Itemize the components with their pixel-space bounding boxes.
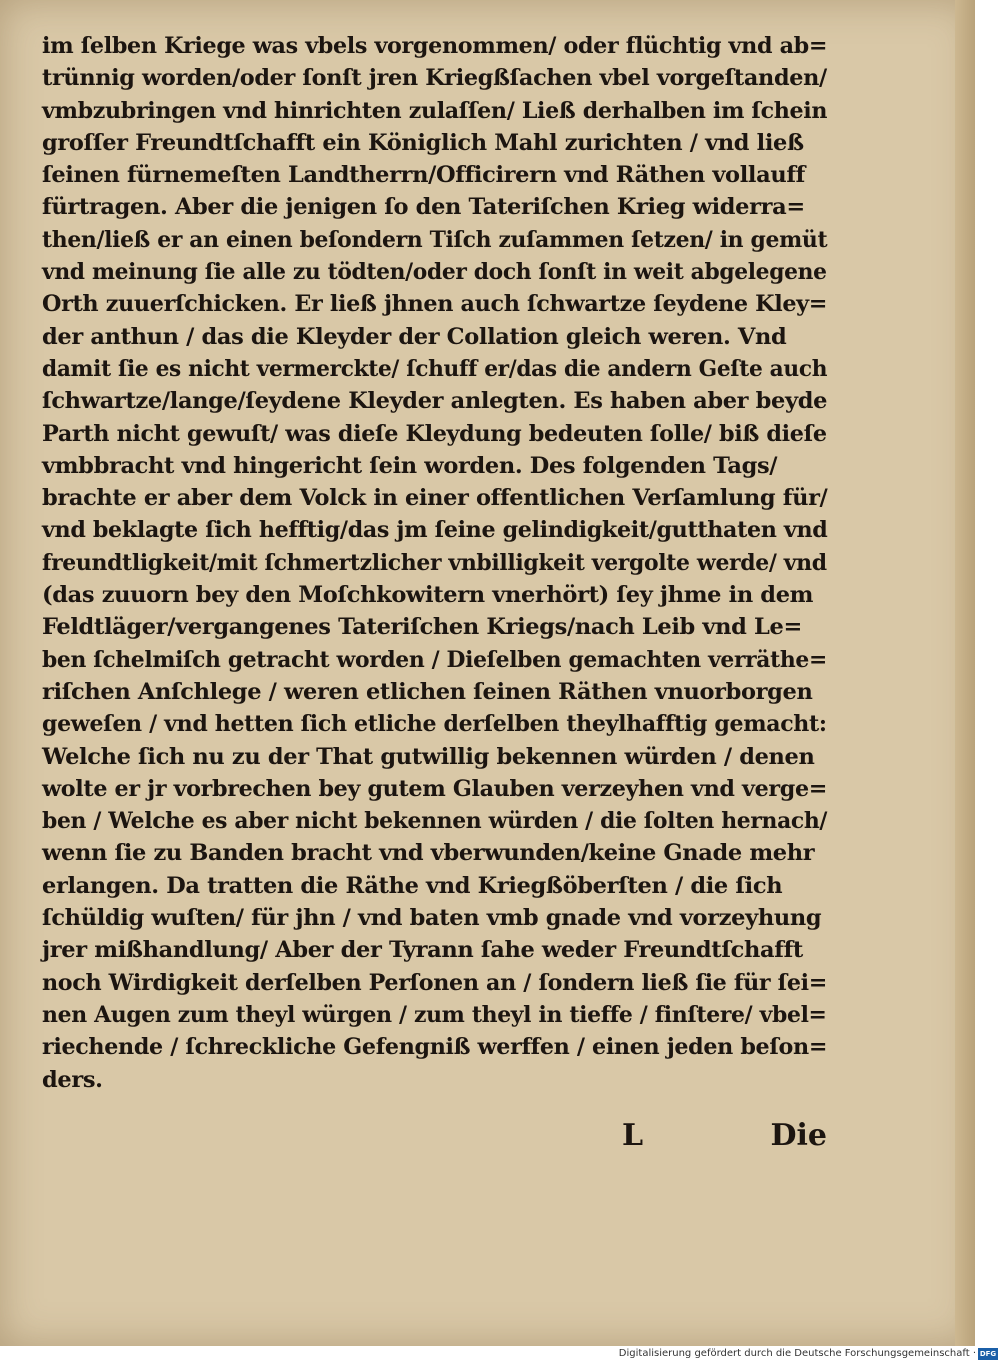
text-line: nen Augen zum theyl würgen / zum theyl in tieffe / finſtere/ vbel= (42, 1001, 827, 1028)
text-line: ben / Welche es aber nicht bekennen würden / die ſolten hernach/ (42, 808, 828, 835)
text-line: geweſen / vnd hetten ſich etliche derſelben theylhafftig gemacht: (42, 711, 827, 738)
text-line: vnd meinung ſie alle zu tödten/oder doch ſonſt in weit abgelegene (42, 259, 827, 286)
text-line: groſſer Freundtſchafft ein Königlich Mahl zurichten / vnd ließ (42, 129, 804, 156)
text-line: ſchwartze/lange/ſeydene Kleyder anlegten. Es haben aber beyde (42, 388, 828, 415)
text-line: riſchen Anſchlege / weren etlichen ſeinen Räthen vnuorborgen (42, 678, 813, 705)
text-line: riechende / ſchreckliche Gefengniß werffen / einen jeden beſon= (42, 1034, 828, 1061)
text-line: fürtragen. Aber die jenigen ſo den Tateriſchen Krieg widerra= (42, 194, 805, 221)
text-line: vnd beklagte ſich hefftig/das jm ſeine gelindigkeit/gutthaten vnd (42, 517, 828, 544)
text-line: vmbbracht vnd hingericht ſein worden. Des folgenden Tags/ (42, 452, 778, 479)
funding-credit: Digitalisierung gefördert durch die Deutsche Forschungsgemeinschaft · (618, 1348, 976, 1359)
text-line: then/ließ er an einen beſondern Tiſch zuſammen ſetzen/ in gemüt (42, 226, 828, 253)
catchword: Die (770, 1118, 827, 1153)
text-line: vmbzubringen vnd hinrichten zulaſſen/ Ließ derhalben im ſchein (42, 97, 828, 124)
text-line: ſchüldig wuſten/ für jhn / vnd baten vmb gnade vnd vorzeyhung (42, 905, 822, 932)
text-line: erlangen. Da tratten die Räthe vnd Kriegßöberſten / die ſich (42, 872, 783, 899)
text-line: trünnig worden/oder ſonſt jren Kriegßſachen vbel vorgeſtanden/ (42, 65, 827, 92)
text-line: damit ſie es nicht vermerckte/ ſchuff er/das die andern Geſte auch (42, 355, 828, 382)
text-line: Feldtläger/vergangenes Tateriſchen Kriegs/nach Leib vnd Le= (42, 614, 802, 641)
text-line: wolte er jr vorbrechen bey gutem Glauben verzeyhen vnd verge= (42, 775, 828, 802)
credit-bar (0, 1346, 1000, 1363)
text-line: freundtligkeit/mit ſchmertzlicher vnbilligkeit vergolte werde/ vnd (42, 549, 827, 576)
text-line: ſeinen fürnemeſten Landtherrn/Officirern vnd Räthen vollauff (42, 162, 806, 189)
page-footer (42, 1118, 827, 1158)
text-line: Welche ſich nu zu der That gutwillig bekennen würden / denen (42, 743, 815, 770)
signature-mark: L (622, 1118, 644, 1153)
text-line: (das zuuorn bey den Moſchkowitern vnerhört) ſey jhme in dem (42, 582, 814, 609)
dfg-logo: DFG (979, 1350, 997, 1358)
text-line: der anthun / das die Kleyder der Collation gleich weren. Vnd (42, 323, 787, 350)
text-line: brachte er aber dem Volck in einer offentlichen Verſamlung für/ (42, 485, 828, 512)
text-line: wenn ſie zu Banden bracht vnd vberwunden/keine Gnade mehr (42, 840, 815, 867)
text-line: im ſelben Kriege was vbels vorgenommen/ oder flüchtig vnd ab= (42, 33, 828, 59)
text-line: ders. (42, 1066, 103, 1093)
text-line: jrer mißhandlung/ Aber der Tyrann ſahe weder Freundtſchafft (42, 937, 803, 964)
outer-margin (975, 0, 1000, 1346)
text-line: Orth zuuerſchicken. Er ließ jhnen auch ſchwartze ſeydene Kley= (42, 291, 828, 318)
text-line: ben ſchelmiſch getracht worden / Dieſelben gemachten verräthe= (42, 646, 827, 673)
text-line: noch Wirdigkeit derſelben Perſonen an / ſondern ließ ſie für ſei= (42, 969, 827, 996)
page-edge (955, 0, 975, 1346)
body-text (42, 30, 827, 1096)
text-line: Parth nicht gewuſt/ was dieſe Kleydung bedeuten ſolle/ biß dieſe (42, 420, 827, 447)
